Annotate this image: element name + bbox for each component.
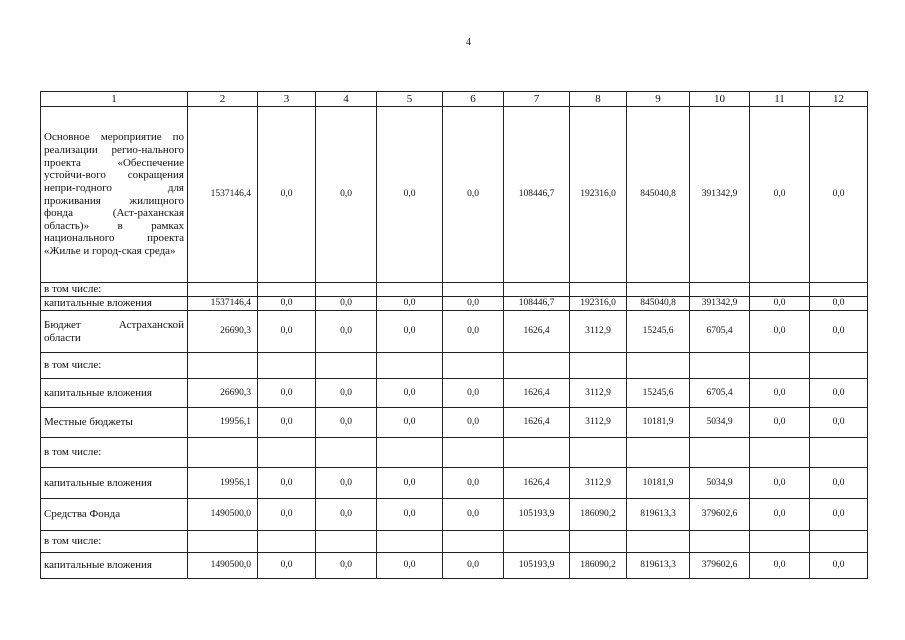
value-cell: 1490500,0 bbox=[188, 553, 258, 579]
row-label: капитальные вложения bbox=[41, 553, 188, 579]
value-cell bbox=[627, 531, 690, 553]
value-cell: 1490500,0 bbox=[188, 499, 258, 531]
header-row bbox=[41, 92, 868, 107]
value-cell bbox=[750, 438, 810, 468]
header-cell: 1 bbox=[41, 92, 188, 107]
header-cell: 3 bbox=[258, 92, 316, 107]
value-cell: 0,0 bbox=[810, 107, 868, 283]
value-cell: 1537146,4 bbox=[188, 297, 258, 311]
value-cell: 15245,6 bbox=[627, 379, 690, 408]
table-row bbox=[41, 468, 868, 499]
value-cell: 105193,9 bbox=[504, 553, 570, 579]
value-cell: 391342,9 bbox=[690, 107, 750, 283]
value-cell: 0,0 bbox=[377, 107, 443, 283]
value-cell bbox=[750, 283, 810, 297]
value-cell: 186090,2 bbox=[570, 499, 627, 531]
value-cell: 0,0 bbox=[750, 468, 810, 499]
value-cell bbox=[750, 531, 810, 553]
value-cell: 0,0 bbox=[810, 311, 868, 353]
value-cell: 15245,6 bbox=[627, 311, 690, 353]
value-cell: 0,0 bbox=[810, 379, 868, 408]
row-label: капитальные вложения bbox=[41, 468, 188, 499]
value-cell: 0,0 bbox=[810, 297, 868, 311]
row-label: в том числе: bbox=[41, 438, 188, 468]
value-cell bbox=[316, 531, 377, 553]
table-row bbox=[41, 438, 868, 468]
value-cell: 6705,4 bbox=[690, 311, 750, 353]
header-cell: 4 bbox=[316, 92, 377, 107]
value-cell bbox=[188, 438, 258, 468]
value-cell bbox=[258, 438, 316, 468]
budget-table bbox=[40, 91, 868, 579]
value-cell: 0,0 bbox=[377, 297, 443, 311]
value-cell: 3112,9 bbox=[570, 311, 627, 353]
value-cell: 0,0 bbox=[316, 107, 377, 283]
value-cell bbox=[504, 283, 570, 297]
header-cell: 9 bbox=[627, 92, 690, 107]
value-cell: 105193,9 bbox=[504, 499, 570, 531]
value-cell: 1537146,4 bbox=[188, 107, 258, 283]
value-cell bbox=[504, 353, 570, 379]
value-cell: 0,0 bbox=[750, 499, 810, 531]
value-cell: 0,0 bbox=[377, 468, 443, 499]
table-row bbox=[41, 408, 868, 438]
header-cell: 12 bbox=[810, 92, 868, 107]
value-cell: 0,0 bbox=[258, 468, 316, 499]
value-cell: 3112,9 bbox=[570, 468, 627, 499]
table-row bbox=[41, 311, 868, 353]
value-cell: 19956,1 bbox=[188, 408, 258, 438]
value-cell: 26690,3 bbox=[188, 379, 258, 408]
value-cell bbox=[810, 531, 868, 553]
value-cell: 0,0 bbox=[443, 499, 504, 531]
value-cell: 0,0 bbox=[258, 297, 316, 311]
table-row bbox=[41, 499, 868, 531]
value-cell: 5034,9 bbox=[690, 468, 750, 499]
value-cell bbox=[570, 353, 627, 379]
value-cell: 3112,9 bbox=[570, 379, 627, 408]
value-cell: 819613,3 bbox=[627, 553, 690, 579]
value-cell bbox=[690, 531, 750, 553]
value-cell: 1626,4 bbox=[504, 468, 570, 499]
value-cell: 0,0 bbox=[316, 499, 377, 531]
value-cell: 0,0 bbox=[316, 297, 377, 311]
value-cell: 0,0 bbox=[377, 499, 443, 531]
header-cell: 8 bbox=[570, 92, 627, 107]
value-cell: 391342,9 bbox=[690, 297, 750, 311]
row-label: Основное мероприятие по реализации регио-нального проекта «Обеспечение устойчи-вого сокращения непри-годного для проживания жилищного фонда (Аст-раханская область)» в рамках национального проекта «Жилье и город-ская среда» bbox=[41, 107, 188, 283]
value-cell: 10181,9 bbox=[627, 468, 690, 499]
value-cell: 0,0 bbox=[258, 408, 316, 438]
value-cell bbox=[750, 353, 810, 379]
value-cell: 0,0 bbox=[750, 311, 810, 353]
header-cell: 7 bbox=[504, 92, 570, 107]
value-cell bbox=[810, 283, 868, 297]
value-cell: 192316,0 bbox=[570, 107, 627, 283]
value-cell bbox=[810, 438, 868, 468]
value-cell bbox=[258, 283, 316, 297]
page-number: 4 bbox=[466, 37, 471, 48]
value-cell: 845040,8 bbox=[627, 107, 690, 283]
header-cell: 6 bbox=[443, 92, 504, 107]
value-cell bbox=[504, 531, 570, 553]
table-row bbox=[41, 107, 868, 283]
value-cell: 0,0 bbox=[750, 553, 810, 579]
value-cell: 3112,9 bbox=[570, 408, 627, 438]
value-cell: 1626,4 bbox=[504, 311, 570, 353]
value-cell: 0,0 bbox=[316, 379, 377, 408]
value-cell bbox=[627, 283, 690, 297]
value-cell bbox=[627, 353, 690, 379]
table-row bbox=[41, 353, 868, 379]
value-cell: 6705,4 bbox=[690, 379, 750, 408]
value-cell bbox=[258, 531, 316, 553]
value-cell bbox=[627, 438, 690, 468]
value-cell: 0,0 bbox=[750, 408, 810, 438]
value-cell bbox=[188, 283, 258, 297]
value-cell bbox=[443, 283, 504, 297]
value-cell bbox=[258, 353, 316, 379]
value-cell: 0,0 bbox=[316, 311, 377, 353]
value-cell: 1626,4 bbox=[504, 379, 570, 408]
header-cell: 11 bbox=[750, 92, 810, 107]
row-label: капитальные вложения bbox=[41, 379, 188, 408]
value-cell bbox=[570, 438, 627, 468]
value-cell: 0,0 bbox=[443, 379, 504, 408]
table-row bbox=[41, 379, 868, 408]
value-cell: 0,0 bbox=[258, 107, 316, 283]
row-label: Бюджет Астраханской области bbox=[41, 311, 188, 353]
value-cell bbox=[810, 353, 868, 379]
value-cell: 0,0 bbox=[443, 107, 504, 283]
value-cell: 379602,6 bbox=[690, 499, 750, 531]
value-cell: 0,0 bbox=[750, 297, 810, 311]
value-cell: 0,0 bbox=[810, 468, 868, 499]
value-cell: 192316,0 bbox=[570, 297, 627, 311]
value-cell bbox=[316, 283, 377, 297]
value-cell bbox=[690, 283, 750, 297]
row-label: Средства Фонда bbox=[41, 499, 188, 531]
value-cell: 108446,7 bbox=[504, 107, 570, 283]
value-cell: 0,0 bbox=[810, 499, 868, 531]
value-cell: 819613,3 bbox=[627, 499, 690, 531]
value-cell: 0,0 bbox=[258, 311, 316, 353]
header-cell: 10 bbox=[690, 92, 750, 107]
value-cell: 19956,1 bbox=[188, 468, 258, 499]
value-cell: 0,0 bbox=[443, 553, 504, 579]
value-cell bbox=[690, 353, 750, 379]
value-cell: 1626,4 bbox=[504, 408, 570, 438]
table-row bbox=[41, 553, 868, 579]
value-cell: 108446,7 bbox=[504, 297, 570, 311]
value-cell: 0,0 bbox=[377, 553, 443, 579]
value-cell: 10181,9 bbox=[627, 408, 690, 438]
value-cell bbox=[188, 531, 258, 553]
value-cell: 0,0 bbox=[750, 107, 810, 283]
value-cell: 0,0 bbox=[258, 553, 316, 579]
value-cell bbox=[570, 531, 627, 553]
row-label: в том числе: bbox=[41, 283, 188, 297]
value-cell bbox=[377, 531, 443, 553]
value-cell bbox=[377, 438, 443, 468]
value-cell: 0,0 bbox=[377, 408, 443, 438]
value-cell bbox=[377, 353, 443, 379]
value-cell bbox=[443, 438, 504, 468]
value-cell: 0,0 bbox=[810, 553, 868, 579]
value-cell: 0,0 bbox=[443, 468, 504, 499]
value-cell: 0,0 bbox=[316, 408, 377, 438]
value-cell bbox=[570, 283, 627, 297]
row-label: Местные бюджеты bbox=[41, 408, 188, 438]
value-cell: 0,0 bbox=[316, 468, 377, 499]
value-cell bbox=[690, 438, 750, 468]
row-label: капитальные вложения bbox=[41, 297, 188, 311]
value-cell: 0,0 bbox=[316, 553, 377, 579]
value-cell: 186090,2 bbox=[570, 553, 627, 579]
value-cell: 26690,3 bbox=[188, 311, 258, 353]
value-cell: 845040,8 bbox=[627, 297, 690, 311]
value-cell: 379602,6 bbox=[690, 553, 750, 579]
value-cell: 0,0 bbox=[377, 379, 443, 408]
row-label: в том числе: bbox=[41, 353, 188, 379]
value-cell: 0,0 bbox=[443, 297, 504, 311]
table-row bbox=[41, 531, 868, 553]
value-cell: 0,0 bbox=[443, 311, 504, 353]
value-cell: 0,0 bbox=[810, 408, 868, 438]
value-cell bbox=[504, 438, 570, 468]
value-cell bbox=[316, 353, 377, 379]
value-cell bbox=[443, 353, 504, 379]
value-cell bbox=[377, 283, 443, 297]
header-cell: 2 bbox=[188, 92, 258, 107]
value-cell: 0,0 bbox=[258, 499, 316, 531]
value-cell bbox=[316, 438, 377, 468]
value-cell: 0,0 bbox=[750, 379, 810, 408]
header-cell: 5 bbox=[377, 92, 443, 107]
value-cell: 5034,9 bbox=[690, 408, 750, 438]
row-label: в том числе: bbox=[41, 531, 188, 553]
value-cell: 0,0 bbox=[377, 311, 443, 353]
value-cell: 0,0 bbox=[443, 408, 504, 438]
table-row bbox=[41, 283, 868, 297]
value-cell bbox=[188, 353, 258, 379]
value-cell: 0,0 bbox=[258, 379, 316, 408]
value-cell bbox=[443, 531, 504, 553]
table-row bbox=[41, 297, 868, 311]
